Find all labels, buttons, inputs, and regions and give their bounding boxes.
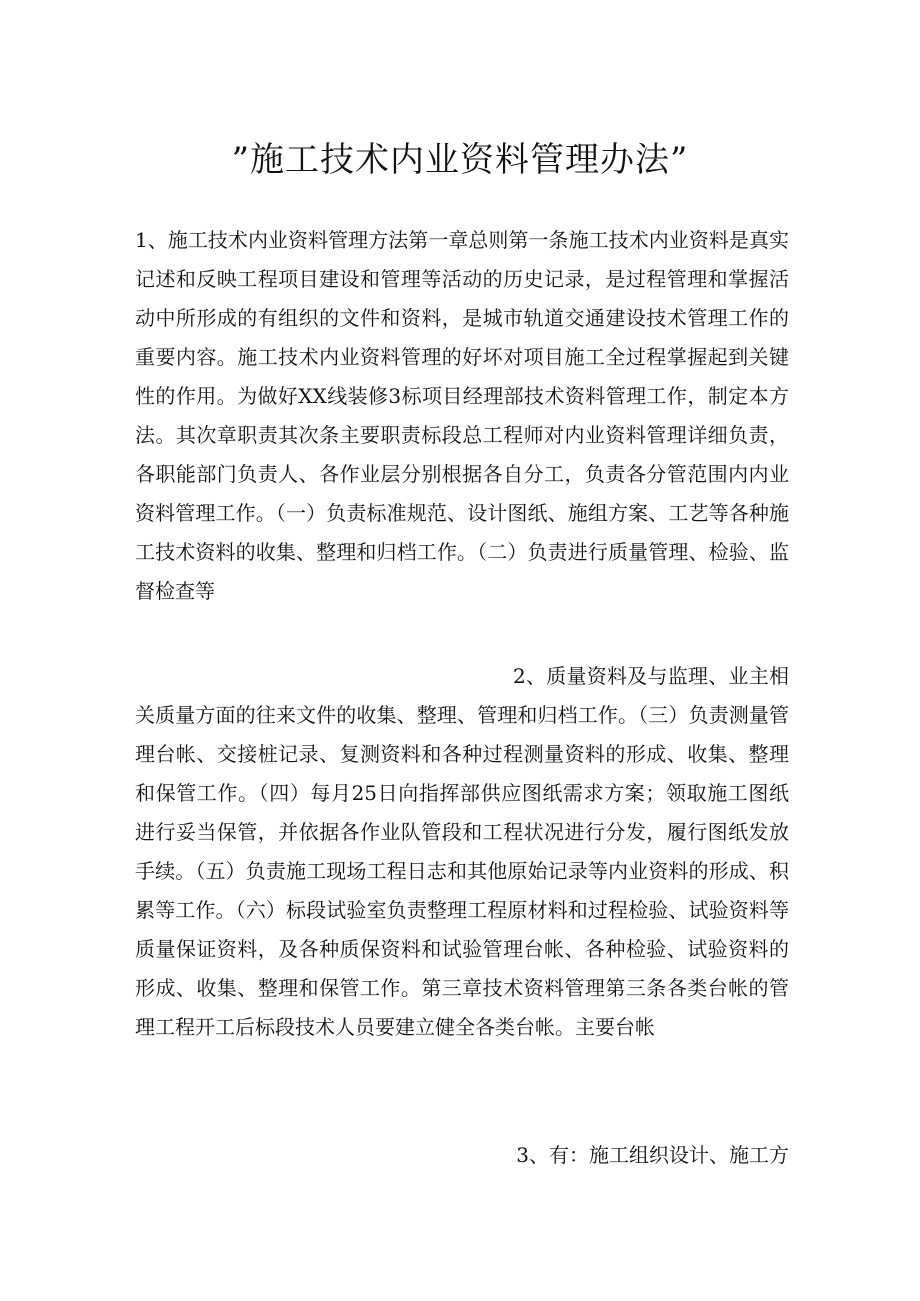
paragraph-2: 2、质量资料及与监理、业主相关质量方面的往来文件的收集、整理、管理和归档工作。（三）负责测量管理台帐、交接桩记录、复测资料和各种过程测量资料的形成、收集、整理和保管工作。（四）每月25日向指挥部供应图纸需求方案；领取施工图纸进行妥当保管，并依据各作业队管段和工程状况进行分发，履行图纸发放手续。（五）负责施工现场工程日志和其他原始记录等内业资料的形成、积累等工作。（六）标段试验室负责整理工程原材料和过程检验、试验资料等质量保证资料，及各种质保资料和试验管理台帐、各种检验、试验资料的形成、收集、整理和保管工作。第三章技术资料管理第三条各类台帐的管理工程开工后标段技术人员要建立健全各类台帐。主要台帐	[135, 664, 789, 1039]
document-title: ”施工技术内业资料管理办法”	[231, 140, 689, 180]
paragraph-1: 1、施工技术内业资料管理方法第一章总则第一条施工技术内业资料是真实记述和反映工程项目建设和管理等活动的历史记录，是过程管理和掌握活动中所形成的有组织的文件和资料，是城市轨道交通建设技术管理工作的重要内容。施工技术内业资料管理的好坏对项目施工全过程掌握起到关键性的作用。为做好XX线装修3标项目经理部技术资料管理工作，制定本方法。其次章职责其次条主要职责标段总工程师对内业资料管理详细负责，各职能部门负责人、各作业层分别根据各自分工，负责各分管范围内内业资料管理工作。（一）负责标准规范、设计图纸、施组方案、工艺等各种施工技术资料的收集、整理和归档工作。（二）负责进行质量管理、检验、监督检查等	[135, 228, 789, 603]
paragraph-3: 3、有：施工组织设计、施工方	[516, 1143, 789, 1167]
